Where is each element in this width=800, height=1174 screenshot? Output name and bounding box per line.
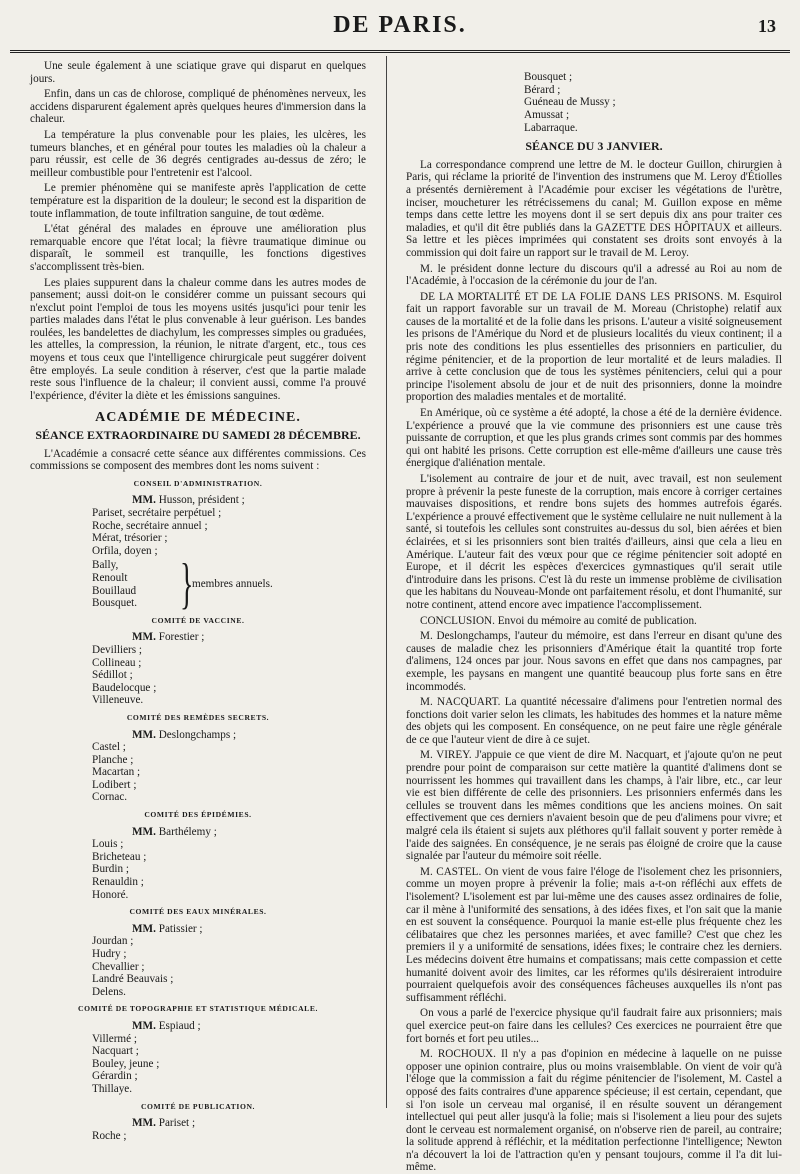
member: Louis ; [92,838,124,851]
member: Macartan ; [92,766,141,779]
member-name: Patissier ; [158,922,203,935]
member: Bousquet. [92,597,138,610]
member: Thillaye. [92,1082,133,1095]
paragraph: Les plaies suppurent dans la chaleur comme dans les autres modes de pansement; aussi doit-on le considérer comme un puissant secours qui n'exclut point l'emploi de tous les moyens usités jusqu'ici pour tenir les parties malades dans l'état le plus convenable à leur guérison. Les bandes roulées, les bandelettes de diachylum, les compresses simples ou graduées, les attelles, la compression, la réunion, le nitrate d'argent, etc., tous ces moyens et tous ceux que l'intelligence chirurgicale peut suggérer doivent être employés. La seule condition à réserver, c'est que la partie malade reste sous l'influence de la chaleur; il convient aussi, comme l'a prouvé l'expérience, d'éviter la diète et les émissions sanguines. [30,276,366,402]
committee-members [30,1020,366,1096]
paragraph: DE LA MORTALITÉ ET DE LA FOLIE DANS LES PRISONS. M. Esquirol fait un rapport favorable sur un travail de M. Moreau (Christophe) relatif aux causes de la mortalité et de la folie dans les prisons. L'auteur a visité soigneusement les prisons de l'Amérique du Nord et de plusieurs localités du vieux continent; il a pris note des conditions les plus essentielles des prisonniers en particulier, du régime pénitencier, et de la proportion de leur mortalité et de leurs maladies. Il arrive à cette conclusion que de tous les systèmes pénitenciers, celui qui a pour principe l'isolement absolu de jour et de nuit des prisonniers, donne la moindre proportion des maladies mentales et de mortalité. [406,290,782,404]
member: Hudry ; [92,948,127,960]
column-divider [386,56,387,1108]
member-prefix: MM. [132,631,156,644]
paragraph: M. ROCHOUX. Il n'y a pas d'opinion en médecine à laquelle on ne puisse opposer une opinion contraire, plus ou moins vraisemblable. On vient de voir qu'à l'éloge que la commission a fait du régime pénitencier de l'isolement, M. Castel a opposé des faits contraires d'une apparence spécieuse; il est certain, cependant, que si l'on isole un cerveau mal organisé, il en résulte souvent un dérangement intellectuel qui peut aller jusqu'à la folie; mais si l'isolement a lieu pour des sujets dont le cerveau est normalement organisé, on n'observe rien de pareil, au contraire; la solitude apprend à réfléchir, et la méditation perfectionne l'intelligence; Newton n'a découvert la loi de l'attraction qu'en y pensant toujours, comme il l'a dit lui-même. [406,1048,782,1174]
paragraph: M. Deslongchamps, l'auteur du mémoire, est dans l'erreur en disant qu'une des causes de maladie chez les prisonniers d'Amérique était la quantité trop forte d'alimens, 124 onces par jour. Nous savons en effet que dans nos campagnes, par exemple, les paysans en mangent une quantité beaucoup plus forte sans en être incommodés. [406,630,782,693]
member: Gérardin ; [92,1070,138,1083]
member: Roche ; [92,1129,127,1142]
member-prefix: MM. [132,825,156,838]
member: Villeneuve. [92,694,144,707]
member: Bally, [92,559,119,572]
page-number: 13 [758,16,776,36]
paragraph: Enfin, dans un cas de chlorose, compliqué de phénomènes nerveux, les accidens disparurent également après quelques heures d'immersion dans la chaleur. [30,88,366,126]
paragraph: La correspondance comprend une lettre de M. le docteur Guillon, chirurgien à Paris, qui réclame la priorité de l'invention des instrumens que M. Leroy d'Étiolles a présentés dernièrement à l'Académie pour exciser les végétations de l'urètre, inciser, moucheturer les rétrécissemens du canal; M. Guillon expose en même temps dans cette lettre les moyens dont il se sert depuis dix ans pour traiter ces maladies, et qu'il dit être publiés dans la GAZETTE DES HÔPITAUX et ailleurs. Sa lettre et les pièces imprimées qui constatent ses droits sont envoyés à la commission qui doit faire un rapport sur le travail de M. Leroy. [406,158,782,259]
member [92,494,366,507]
member-name: Espiaud ; [158,1019,201,1032]
paragraph: CONCLUSION. Envoi du mémoire au comité de publication. [420,614,697,627]
committee-members [30,494,366,557]
page-header [10,10,790,53]
committee-title: COMITÉ DE TOPOGRAPHIE ET STATISTIQUE MÉDICALE. [78,1004,318,1014]
committee-members [30,1117,366,1142]
member-prefix: MM. [132,922,156,935]
member: Labarraque. [524,121,578,134]
paragraph: Une seule également à une sciatique grave qui disparut en quelques jours. [30,60,366,85]
member: Cornac. [92,791,128,804]
brace-glyph: } [180,553,194,616]
committee-title: COMITÉ DES EAUX MINÉRALES. [129,907,267,917]
member: Bouley, jeune ; [92,1057,160,1070]
session-title: SÉANCE EXTRAORDINAIRE DU SAMEDI 28 DÉCEMBRE. [35,428,361,443]
member-name: Barthélemy ; [158,825,217,838]
member: Lodibert ; [92,778,137,791]
member: Sédillot ; [92,669,133,682]
paragraph: M. CASTEL. On vient de vous faire l'éloge de l'isolement chez les prisonniers, comme un moyen propre à prévenir la folie; mais a-t-on réfléchi aux effets de l'isolement? L'isolement est par lui-même une des causes assez ordinaires de folie, car il mène à l'uniformité des sensations, à des idées fixes, et l'on sait que la manie en est souvent la conséquence. Pourquoi la manie est-elle plus fréquente chez les célibataires que chez les personnes mariées, et avec famille? C'est que chez les premiers il y a uniformité de sensations, idées fixes; le contraire chez les derniers. Les médecins doivent être humains et compatissans; mais cette compassion et cette humanité doivent avoir des limites, car les réformes qu'ils désireraient introduire pourraient quelquefois avoir des conséquences fâcheuses auxquelles ils n'ont pas suffisamment réfléchi. [406,865,782,1004]
masthead: DE PARIS. [333,12,467,38]
member: Devilliers ; [92,643,143,656]
member: Delens. [92,985,126,998]
member-name: Forestier ; [158,631,205,644]
member-prefix: MM. [132,728,156,741]
member [92,1117,366,1130]
committees-list [30,615,366,1143]
member: Collineau ; [92,656,142,669]
member-prefix: MM. [132,494,156,507]
member: Chevallier ; [92,960,145,973]
paragraph: En Amérique, où ce système a été adopté, la chose a été de la dernière évidence. L'expérience a prouvé que la vie commune des prisonniers est une cause très puissante de corruption, et que les plus grands crimes sont commis par des hommes qui ont habité les prisons. Cette corruption est elle-même d'ailleurs une cause très énergique d'aliénation mentale. [406,407,782,470]
member: Renoult [92,571,128,584]
committee-title: CONSEIL D'ADMINISTRATION. [133,478,263,488]
paragraph: On vous a parlé de l'exercice physique qu'il faudrait faire aux prisonniers; mais quel exercice peut-on faire dans les cellules? Ces exercices ne pourraient être que fort bornés et fort peu utiles... [406,1007,782,1045]
paragraph: L'isolement au contraire de jour et de nuit, avec travail, est non seulement propre à prévenir la peste funeste de la corruption, mais encore à corriger certaines mauvaises dispositions, et rendre bons sujets des hommes autrefois égarés. L'expérience a prouvé effectivement que le système cellulaire ne nuit nullement à la santé, si toutefois les cellules sont construites au-dessus du sol, bien aérées et bien éclairées, et si les prisonniers sont bien traités d'ailleurs, ainsi que cela a lieu en Amérique. L'auteur fait des vœux pour que ce régime pénitencier soit adopté en Europe, et il décrit les espèces d'exercices gymnastiques qu'il serait utile d'introduire dans les prisons. C'est là du reste un immense problème de civilisation que les habitans du Nouveau-Monde ont parfaitement résolu, et dont l'humanité, sur notre continent, attend encore avec impatience l'accomplissement. [406,473,782,611]
member-prefix: MM. [132,1019,156,1032]
member [92,729,366,742]
member: Bousquet ; [524,71,573,84]
member: Pariset, secrétaire perpétuel ; [92,507,222,519]
member: Renauldin ; [92,876,144,889]
member [92,1020,366,1033]
member: Landré Beauvais ; [92,973,174,986]
member-name: Pariset ; [158,1117,196,1130]
paragraph: L'état général des malades en éprouve une amélioration plus remarquable encore que l'état local; la fièvre traumatique diminue ou disparaît, le sommeil est tranquille, les fonctions digestives s'accomplissent très-bien. [30,223,366,273]
member-name: Husson, président ; [158,494,245,507]
member: Baudelocque ; [92,681,157,694]
committee-title: COMITÉ DE VACCINE. [151,615,245,625]
carry-over-members [406,71,782,134]
member: Orfila, doyen ; [92,544,158,557]
member: Jourdan ; [92,935,134,948]
member-prefix: MM. [132,1117,156,1130]
member: Villermé ; [92,1032,137,1045]
member-name: Deslongchamps ; [158,728,237,741]
member: Guéneau de Mussy ; [524,96,616,109]
committee-title: COMITÉ DES ÉPIDÉMIES. [144,810,252,820]
paragraph: M. VIREY. J'appuie ce que vient de dire M. Nacquart, et j'ajoute qu'on ne peut prendre pour point de comparaison sur cette matière la quantité d'alimens dont se nourrissent les hommes qui travaillent dans les champs, à l'air libre, etc., car leur vie est bien différente de celle des prisonniers. Les prisonniers enfermés dans les cellules se trouvent dans les mêmes conditions que les anciens moines. On sait effectivement que ces derniers n'avaient besoin que de peu d'alimens pour vivre; et malgré cela ils étaient si sujets aux pléthores qu'il fallait souvent y porter remède à l'aide des saignées. En conséquence, je ne serais pas éloigné de croire que la cause signalée par l'auteur du mémoire soit réelle. [406,749,782,863]
paragraph: La température la plus convenable pour les plaies, les ulcères, les tumeurs blanches, et en général pour toutes les maladies où la chaleur a paru réussir, est celle de 36 degrés centigrades au-dessus de zéro; le meilleur combustible pour l'entretenir est l'alcool. [30,128,366,179]
member [92,631,366,644]
committee-members [30,631,366,707]
right-column [406,60,782,1174]
member: Castel ; [92,741,126,754]
committee-members [30,826,366,902]
academy-title: ACADÉMIE DE MÉDECINE. [95,410,301,426]
member: Nacquart ; [92,1045,139,1058]
paragraph: M. NACQUART. La quantité nécessaire d'alimens pour l'entretien normal des fonctions doit varier selon les climats, les habitudes des hommes et la nature même des objets qui les composent. En conséquence, on ne peut faire une règle générale de ce que l'auteur vient de dire à ce sujet. [406,696,782,746]
committee-title: COMITÉ DES REMÈDES SECRETS. [126,712,270,722]
member: Burdin ; [92,863,129,876]
member: Roche, secrétaire annuel ; [92,519,208,532]
intro-paragraph: L'Académie a consacré cette séance aux différentes commissions. Ces commissions se composent des membres dont les noms suivent : [30,447,366,473]
member: Bérard ; [524,83,561,96]
paragraph: Le premier phénomène qui se manifeste après l'application de cette température est la disparition de la douleur; le second est la disparition de toute inflammation, de toute infiltration sanguine, de tout œdème. [30,182,366,220]
member [92,826,366,839]
member: Amussat ; [524,108,570,121]
paragraph: M. le président donne lecture du discours qu'il a adressé au Roi au nom de l'Académie, à l'occasion de la cérémonie du jour de l'an. [406,262,782,288]
member: Bouillaud [92,584,137,597]
member: Planche ; [92,753,134,766]
annual-members-group [30,553,366,616]
committee-title: COMITÉ DE PUBLICATION. [140,1101,256,1111]
session-title: SÉANCE DU 3 JANVIER. [525,139,663,154]
annual-members-label: membres annuels. [192,578,273,591]
committee-members [30,923,366,999]
member: Honoré. [92,888,129,901]
committee-members [30,729,366,805]
member: Mérat, trésorier ; [92,532,168,545]
member: Bricheteau ; [92,850,147,863]
member [92,923,366,936]
left-column [30,60,366,1142]
